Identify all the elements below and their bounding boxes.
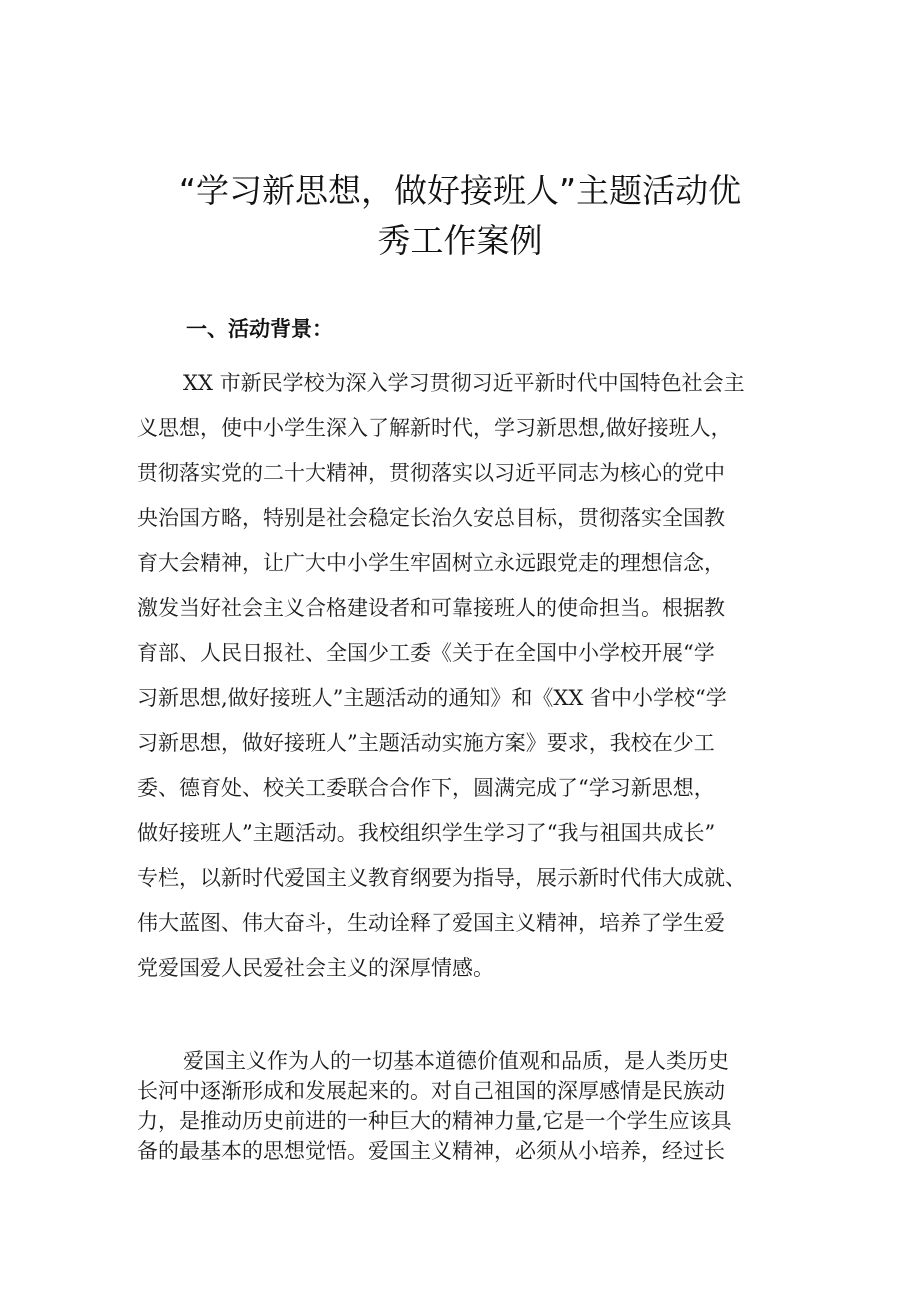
section-heading: 一、活动背景： [186,317,333,341]
text-line: 爱国主义作为人的一切基本道德价值观和品质，是人类历史 [183,1049,729,1073]
text-line: 央治国方略，特别是社会稳定长治久安总目标，贯彻落实全国教 [137,506,725,530]
text-line: 义思想，使中小学生深入了解新时代，学习新思想,做好接班人， [137,416,732,440]
text-line: 做好接班人”主题活动。我校组织学生学习了“我与祖国共成长” [137,821,716,845]
text-line: 习新思想,做好接班人”主题活动的通知》和《XX 省中小学校“学 [137,686,727,710]
text-line: 习新思想，做好接班人”主题活动实施方案》要求，我校在少工 [137,731,715,755]
paragraph-patriotism [137,1046,797,1166]
text-line: 育大会精神，让广大中小学生牢固树立永远跟党走的理想信念， [137,551,725,575]
paragraph-background [137,361,797,991]
text-line: 育部、人民日报社、全国少工委《关于在全国中小学校开展“学 [137,641,715,665]
text-line: 伟大蓝图、伟大奋斗，生动诠释了爱国主义精神，培养了学生爱 [137,911,725,935]
document-title-line-2: 秀工作案例 [377,221,543,260]
text-line: 专栏，以新时代爱国主义教育纲要为指导，展示新时代伟大成就、 [137,866,746,890]
text-line: 长河中逐渐形成和发展起来的。对自己祖国的深厚感情是民族动 [137,1079,725,1103]
text-line: 党爱国爱人民爱社会主义的深厚情感。 [137,956,494,980]
text-line: 激发当好社会主义合格建设者和可靠接班人的使命担当。根据教 [137,596,725,620]
document-title-line-1: “学习新思想，做好接班人”主题活动优 [178,171,742,210]
text-line: 力，是推动历史前进的一种巨大的精神力量,它是一个学生应该具 [137,1109,732,1133]
text-line: XX 市新民学校为深入学习贯彻习近平新时代中国特色社会主 [183,371,745,395]
text-line: 贯彻落实党的二十大精神，贯彻落实以习近平同志为核心的党中 [137,461,725,485]
text-line: 备的最基本的思想觉悟。爱国主义精神，必须从小培养，经过长 [137,1139,725,1163]
text-line: 委、德育处、校关工委联合合作下，圆满完成了“学习新思想， [137,776,715,800]
